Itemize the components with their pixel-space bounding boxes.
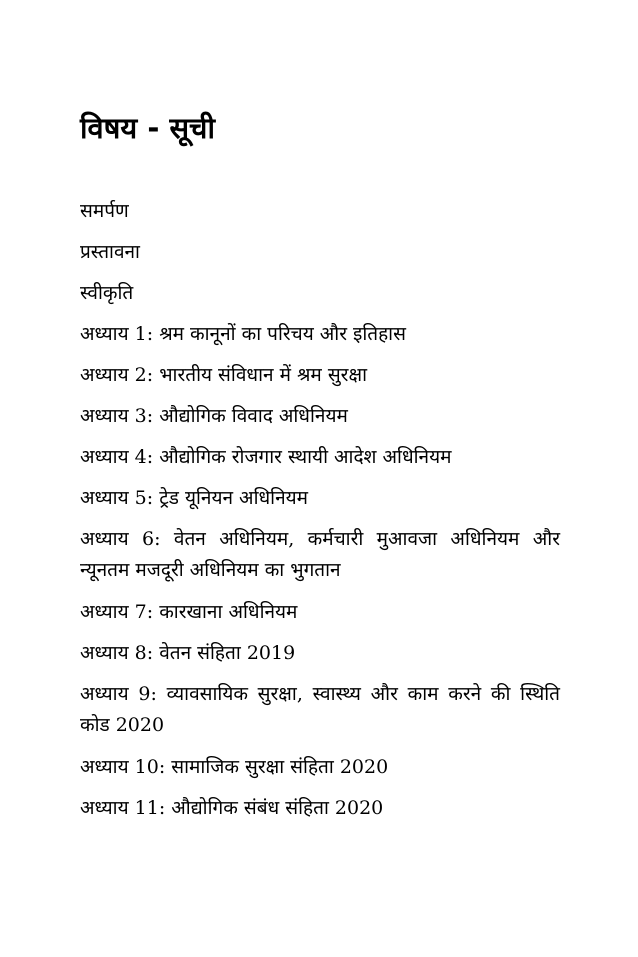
toc-entry-chapter-1: अध्याय 1: श्रम कानूनों का परिचय और इतिहास [80, 323, 406, 345]
page-title: विषय - सूची [80, 111, 215, 145]
toc-entry-acknowledgement: स्वीकृति [80, 282, 134, 304]
toc-entry-chapter-6: अध्याय 6: वेतन अधिनियम, कर्मचारी मुआवजा अधिनियम और न्यूनतम मजदूरी अधिनियम का भुगतान [80, 528, 560, 581]
toc-entry-chapter-5: अध्याय 5: ट्रेड यूनियन अधिनियम [80, 487, 309, 509]
table-of-contents [80, 196, 560, 823]
toc-entry-chapter-3: अध्याय 3: औद्योगिक विवाद अधिनियम [80, 405, 348, 427]
toc-entry-chapter-11: अध्याय 11: औद्योगिक संबंध संहिता 2020 [80, 797, 384, 819]
toc-entry-chapter-10: अध्याय 10: सामाजिक सुरक्षा संहिता 2020 [80, 756, 389, 778]
toc-entry-chapter-2: अध्याय 2: भारतीय संविधान में श्रम सुरक्षा [80, 364, 367, 386]
document-page [80, 108, 560, 834]
toc-entry-dedication: समर्पण [80, 200, 129, 222]
toc-entry-chapter-4: अध्याय 4: औद्योगिक रोजगार स्थायी आदेश अधिनियम [80, 446, 452, 468]
toc-entry-preface: प्रस्तावना [80, 241, 140, 263]
toc-entry-chapter-8: अध्याय 8: वेतन संहिता 2019 [80, 642, 296, 664]
toc-entry-chapter-9: अध्याय 9: व्यावसायिक सुरक्षा, स्वास्थ्य और काम करने की स्थिति कोड 2020 [80, 683, 560, 736]
toc-entry-chapter-7: अध्याय 7: कारखाना अधिनियम [80, 601, 298, 623]
